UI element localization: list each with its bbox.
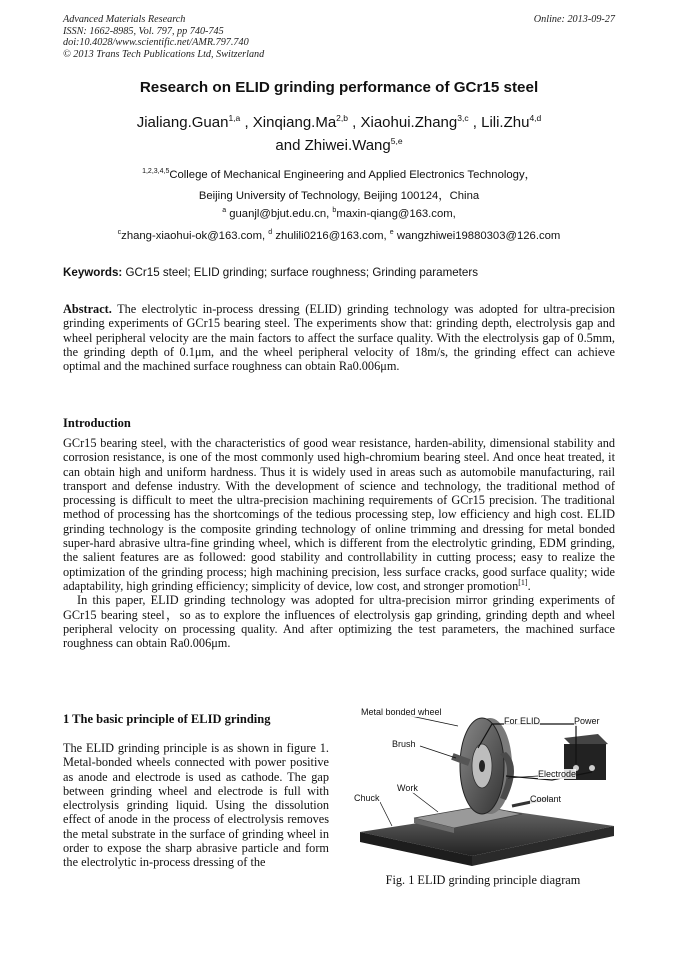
author-sup: 3,c	[457, 113, 469, 123]
issn-line: ISSN: 1662-8985, Vol. 797, pp 740-745	[63, 25, 224, 37]
journal-name: Advanced Materials Research	[63, 14, 186, 25]
leader-work	[412, 792, 438, 812]
citation: [1]	[518, 577, 528, 587]
power-terminal-minus	[589, 765, 595, 771]
abstract	[63, 302, 615, 373]
figure-caption: Fig. 1 ELID grinding principle diagram	[385, 873, 581, 887]
label-coolant: Coolant	[530, 794, 562, 804]
label-chuck: Chuck	[354, 793, 380, 803]
figure-1	[352, 700, 614, 868]
author-name: and Zhiwei.Wang	[275, 137, 391, 154]
author-sup: 2,b	[336, 113, 348, 123]
paper-title: Research on ELID grinding performance of GCr15 steel	[139, 79, 539, 96]
email-text: zhulili0216@163.com,	[272, 230, 390, 242]
affiliation-line-1	[0, 166, 678, 182]
paragraph-end: .	[527, 578, 531, 593]
email-line-1	[0, 208, 678, 220]
author-name: Jialiang.Guan	[136, 114, 229, 131]
author-sup: 5,e	[390, 136, 403, 146]
journal-meta	[63, 14, 264, 60]
email-sup: a	[222, 207, 227, 214]
doi-line: doi:10.4028/www.scientific.net/AMR.797.740	[63, 37, 249, 49]
copyright-line: © 2013 Trans Tech Publications Ltd, Switzerland	[63, 48, 265, 60]
keywords-label: Keywords:	[63, 266, 123, 279]
email-text: wangzhiwei19880303@126.com	[393, 230, 561, 242]
label-metal-bonded-wheel: Metal bonded wheel	[361, 707, 442, 717]
label-electrode: Electrode	[538, 769, 577, 779]
introduction-heading: Introduction	[63, 416, 131, 430]
section-1-body: The ELID grinding principle is as shown in figure 1. Metal-bonded wheels connected with power positive as anode and electrode is used as cathode. The gap between grinding wheel and electrode is full with electrolysis grinding liquid. Using the dissolution effect of anode in the process of electrolysis removes the metal substrate in the surface of grinding wheel in order to expose the sharp abrasive particle and form the electrolytic in-process dressing of the	[63, 741, 329, 870]
email-sup: d	[268, 229, 273, 236]
affiliation-line-2: Beijing University of Technology, Beijing 100124，China	[198, 190, 480, 202]
author-name: , Xiaohui.Zhang	[348, 114, 458, 131]
affiliation-sup: 1,2,3,4,5	[142, 168, 170, 175]
abstract-text: The electrolytic in-process dressing (ELID) grinding technology was adopted for ultra-precision grinding experiments of GCr15 bearing steel. The experiments show that: grinding depth, electrolysis gap and wheel peripheral velocity are the main factors to affect the surface quality. With the electrolysis gap of 0.5mm, the grinding depth of 0.1μm, and the wheel peripheral velocity of 18m/s, the grinding effect can achieve optimal and the machined surface roughness can obtain Ra0.006μm.	[63, 302, 615, 374]
paragraph	[63, 436, 615, 593]
email-sup: b	[332, 207, 337, 214]
email-text: guanjl@bjut.edu.cn,	[226, 208, 333, 220]
email-line-2	[0, 230, 678, 242]
keywords-text: GCr15 steel; ELID grinding; surface roughness; Grinding parameters	[122, 266, 478, 279]
label-brush: Brush	[392, 739, 416, 749]
leader-brush	[420, 746, 456, 758]
leader-chuck	[380, 802, 392, 826]
label-power: Power	[574, 716, 600, 726]
affiliation-text: College of Mechanical Engineering and Applied Electronics Technology，	[169, 169, 536, 181]
abstract-label: Abstract.	[63, 302, 112, 316]
author-name: , Lili.Zhu	[468, 114, 530, 131]
wheel-axle	[479, 760, 485, 772]
introduction-body	[63, 436, 615, 650]
label-work: Work	[397, 783, 418, 793]
email-text: zhang-xiaohui-ok@163.com,	[121, 230, 269, 242]
author-line-2	[0, 137, 678, 154]
label-for-elid: For ELID	[504, 716, 541, 726]
keywords	[63, 266, 478, 279]
paragraph-text: GCr15 bearing steel, with the characteristics of good wear resistance, harden-ability, dimensional stability and corrosion resistance, is one of the most commonly used high-chromium bearing steel. And once heat treated, it can obtain high and uniform hardness. Thus it is widely used in areas such as automobile manufacturing, rail transport and defense industry. With the development of science and technology, the traditional method of processing is difficult to meet the ultra-precision machining requirements of GCr15 precision. The traditional method of processing has the shortcomings of the tedious processing step, low efficiency and high cost. ELID grinding technology is the composite grinding technology of online trimming and dressing for metal bonded super-hard abrasive ultra-fine grinding wheel, which is different from the electrolytic grinding, EDM grinding, the salient features are as followed: good stability and controllability in cutting process; easy to realize the optimization of the grinding process; high machining precision, less surface cracks, good surface quality; wide adaptability, high grinding efficiency; simplicity of device, low cost, and stronger promotion	[63, 436, 615, 593]
author-name: , Xinqiang.Ma	[240, 114, 337, 131]
author-sup: 4,d	[529, 113, 542, 123]
author-sup: 1,a	[228, 113, 241, 123]
section-1-heading: 1 The basic principle of ELID grinding	[63, 712, 271, 726]
online-date: Online: 2013-09-27	[533, 14, 615, 25]
email-text: maxin-qiang@163.com,	[336, 208, 456, 220]
email-sup: e	[389, 229, 394, 236]
email-sup: c	[117, 229, 122, 236]
author-line-1	[0, 114, 678, 131]
paragraph: In this paper, ELID grinding technology was adopted for ultra-precision mirror grinding experiments of GCr15 bearing steel，so as to explore the influences of electrolysis gap grinding, grinding depth and wheel peripheral velocity on processing quality. And after optimizing the test parameters, the machined surface roughness can obtain Ra0.006μm.	[63, 593, 615, 651]
